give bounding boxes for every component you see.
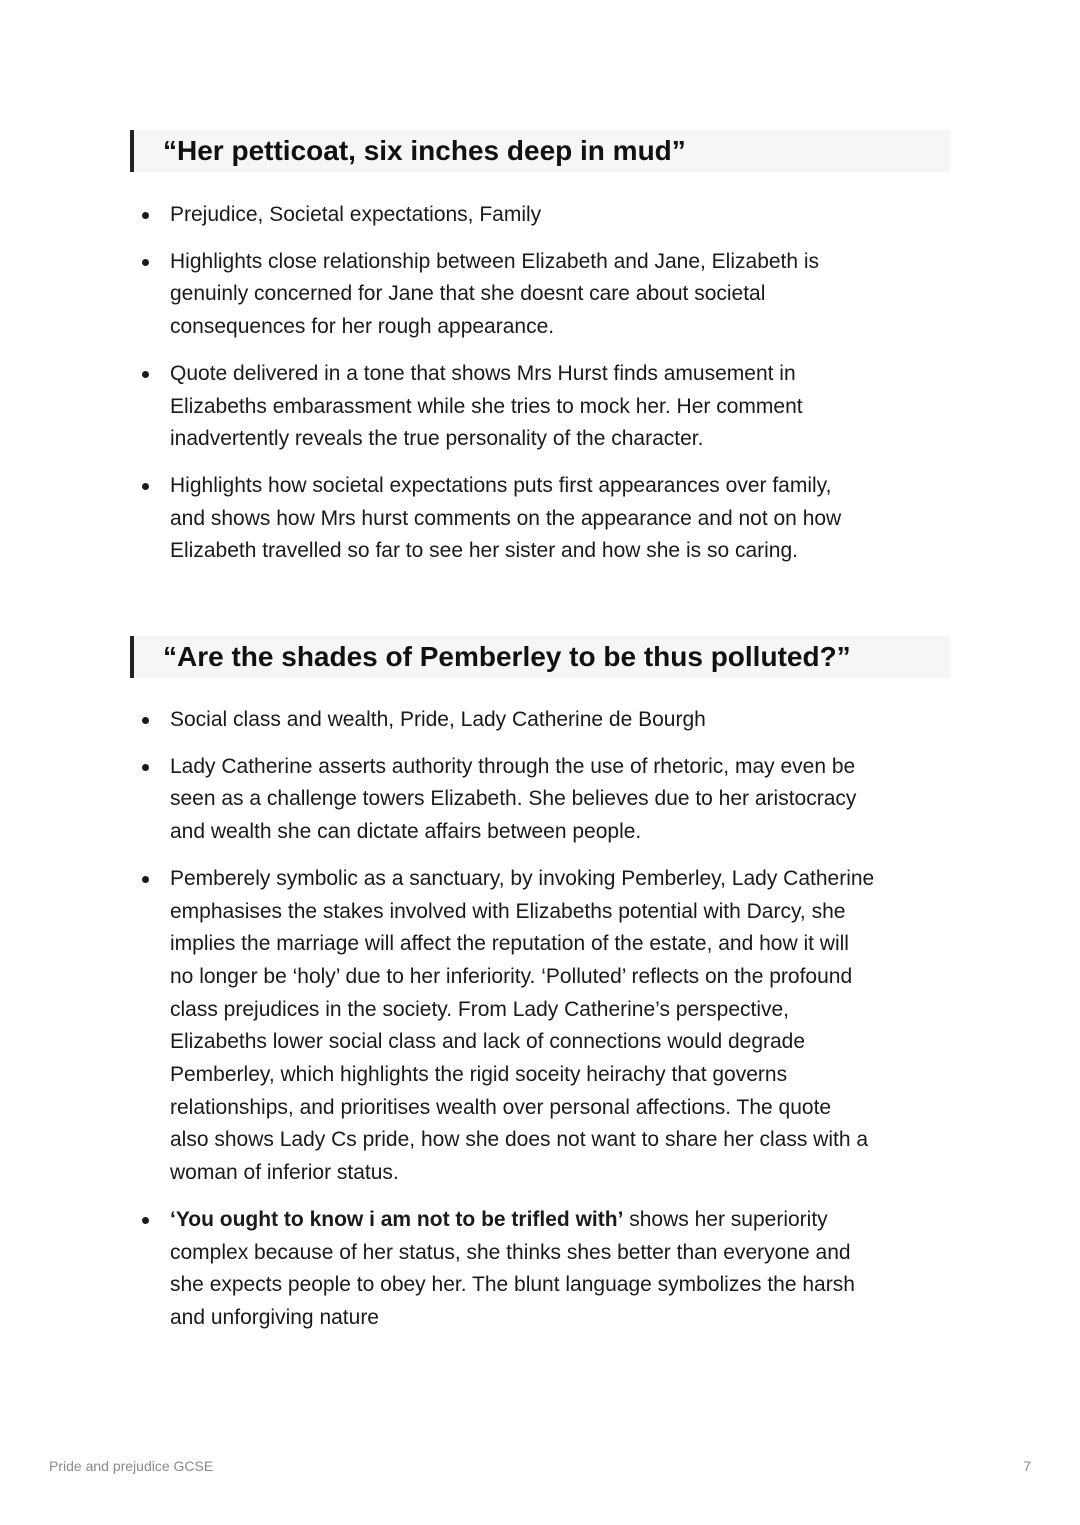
bullet-item: [130, 199, 950, 232]
bullet-icon: [142, 876, 149, 883]
bullet-list: [130, 704, 950, 1335]
bold-quote: ‘You ought to know i am not to be trifled with’: [170, 1207, 624, 1231]
bullet-line: inadvertently reveals the true personality of the character.: [170, 427, 704, 451]
bullet-item: [130, 863, 950, 1190]
bullet-text: shows her superiority: [623, 1207, 828, 1231]
section-pemberley: [130, 636, 950, 1349]
bullet-line: Pemberley, which highlights the rigid soceity heirachy that governs: [170, 1063, 788, 1087]
bullet-line: Highlights close relationship between Elizabeth and Jane, Elizabeth is: [170, 249, 820, 273]
bullet-icon: [142, 371, 149, 378]
page-number: 7: [1023, 1458, 1031, 1474]
bullet-line: class prejudices in the society. From Lady Catherine’s perspective,: [170, 997, 790, 1021]
bullet-icon: [142, 764, 149, 771]
bullet-item: [130, 358, 950, 456]
bullet-list: [130, 199, 950, 568]
bullet-line: and unforgiving nature: [170, 1305, 379, 1329]
bullet-line: complex because of her status, she thinks shes better than everyone and: [170, 1240, 851, 1264]
bullet-icon: [142, 483, 149, 490]
bullet-line: Lady Catherine asserts authority through the use of rhetoric, may even be: [170, 754, 856, 778]
section-petticoat: [130, 130, 950, 582]
bullet-icon: [142, 259, 149, 266]
quote-heading: “Her petticoat, six inches deep in mud”: [130, 130, 950, 172]
bullet-line: Elizabeths lower social class and lack of connections would degrade: [170, 1030, 806, 1054]
bullet-item: [130, 1204, 950, 1335]
bullet-line: and wealth she can dictate affairs between people.: [170, 820, 642, 844]
bullet-line: consequences for her rough appearance.: [170, 315, 555, 339]
bullet-line: Elizabeth travelled so far to see her sister and how she is so caring.: [170, 539, 798, 563]
bullet-line: Elizabeths embarassment while she tries to mock her. Her comment: [170, 394, 803, 418]
quote-heading: “Are the shades of Pemberley to be thus polluted?”: [130, 636, 950, 678]
bullet-line: [170, 1204, 950, 1237]
footer-title: Pride and prejudice GCSE: [49, 1458, 214, 1474]
bullet-line: no longer be ‘holy’ due to her inferiority. ‘Polluted’ reflects on the profound: [170, 964, 853, 988]
bullet-line: implies the marriage will affect the reputation of the estate, and how it will: [170, 932, 849, 956]
bullet-line: and shows how Mrs hurst comments on the appearance and not on how: [170, 506, 842, 530]
bullet-line: Highlights how societal expectations puts first appearances over family,: [170, 473, 832, 497]
bullet-icon: [142, 717, 149, 724]
bullet-line: Social class and wealth, Pride, Lady Catherine de Bourgh: [170, 708, 706, 731]
bullet-line: relationships, and prioritises wealth over personal affections. The quote: [170, 1095, 832, 1119]
bullet-line: Quote delivered in a tone that shows Mrs Hurst finds amusement in: [170, 361, 796, 385]
bullet-line: also shows Lady Cs pride, how she does not want to share her class with a: [170, 1128, 869, 1152]
bullet-item: [130, 751, 950, 849]
bullet-item: [130, 704, 950, 737]
bullet-line: genuinly concerned for Jane that she doesnt care about societal: [170, 282, 766, 306]
bullet-icon: [142, 212, 149, 219]
bullet-item: [130, 246, 950, 344]
bullet-line: she expects people to obey her. The blunt language symbolizes the harsh: [170, 1273, 855, 1297]
bullet-line: Pemberely symbolic as a sanctuary, by invoking Pemberley, Lady Catherine: [170, 866, 875, 890]
bullet-line: emphasises the stakes involved with Elizabeths potential with Darcy, she: [170, 899, 846, 923]
bullet-icon: [142, 1217, 149, 1224]
bullet-line: Prejudice, Societal expectations, Family: [170, 203, 542, 226]
bullet-line: woman of inferior status.: [170, 1161, 399, 1185]
bullet-item: [130, 470, 950, 568]
bullet-line: seen as a challenge towers Elizabeth. She believes due to her aristocracy: [170, 787, 857, 811]
